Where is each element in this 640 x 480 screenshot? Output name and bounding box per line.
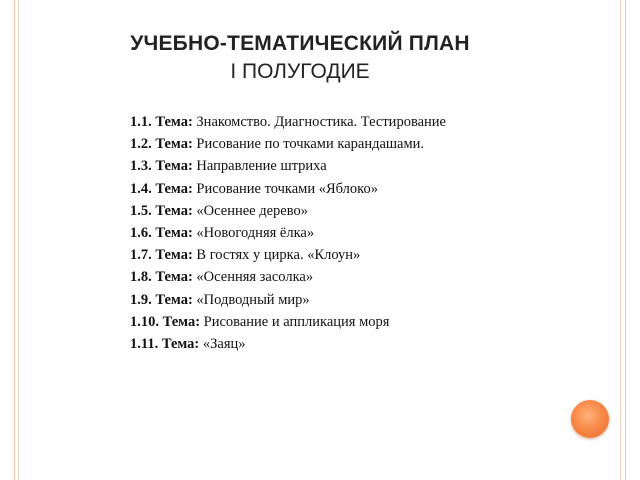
topic-number: 1.11. [130,335,159,352]
topic-number: 1.1. [130,114,152,130]
title-line-2: I ПОЛУГОДИЕ [230,60,370,83]
topic-item [130,268,450,287]
topic-item [130,135,450,154]
topic-number: 1.4. [130,180,152,197]
topic-item [130,224,450,243]
topic-text: «Новогодняя ёлка» [196,224,315,241]
frame-left-line [18,0,19,480]
topic-item [130,157,450,176]
topic-text: «Заяц» [202,335,246,352]
topic-keyword: Тема: [155,136,193,153]
topic-item [130,113,450,132]
topic-text: Направление штриха [196,158,327,175]
topic-item [130,313,450,332]
topic-text: Рисование и аппликация моря [203,313,390,330]
topic-item [130,202,450,221]
topic-item [130,246,450,265]
page-title [90,30,510,86]
orange-circle-decoration [571,400,609,438]
topic-item [130,180,450,199]
topic-keyword: Тема: [155,114,193,130]
topic-keyword: Тема: [161,335,200,352]
topic-text: «Подводный мир» [196,291,310,308]
topic-number: 1.10. [130,313,159,330]
topic-keyword: Тема: [155,247,193,264]
title-line-1: УЧЕБНО-ТЕМАТИЧЕСКИЙ ПЛАН [130,32,470,55]
topic-number: 1.2. [130,136,152,153]
topic-keyword: Тема: [162,313,201,330]
topic-number: 1.6. [130,224,152,241]
topic-text: В гостях у цирка. «Клоун» [196,247,361,264]
topic-keyword: Тема: [155,202,193,219]
topic-keyword: Тема: [155,269,193,286]
topic-keyword: Тема: [155,180,193,197]
topic-list [130,113,450,357]
topic-item [130,335,450,354]
topic-text: Знакомство. Диагностика. Тестирование [196,114,446,130]
topic-keyword: Тема: [155,224,193,241]
topic-text: «Осеннее дерево» [196,202,308,219]
topic-item [130,291,450,310]
topic-keyword: Тема: [155,158,193,175]
topic-keyword: Тема: [155,291,193,308]
topic-number: 1.5. [130,202,152,219]
topic-number: 1.7. [130,247,152,264]
topic-number: 1.8. [130,269,152,286]
topic-number: 1.3. [130,158,152,175]
topic-text: Рисование по точками карандашами. [196,136,425,153]
frame-right-line [620,0,621,480]
topic-number: 1.9. [130,291,152,308]
topic-text: Рисование точками «Яблоко» [196,180,378,197]
topic-text: «Осенняя засолка» [196,269,314,286]
